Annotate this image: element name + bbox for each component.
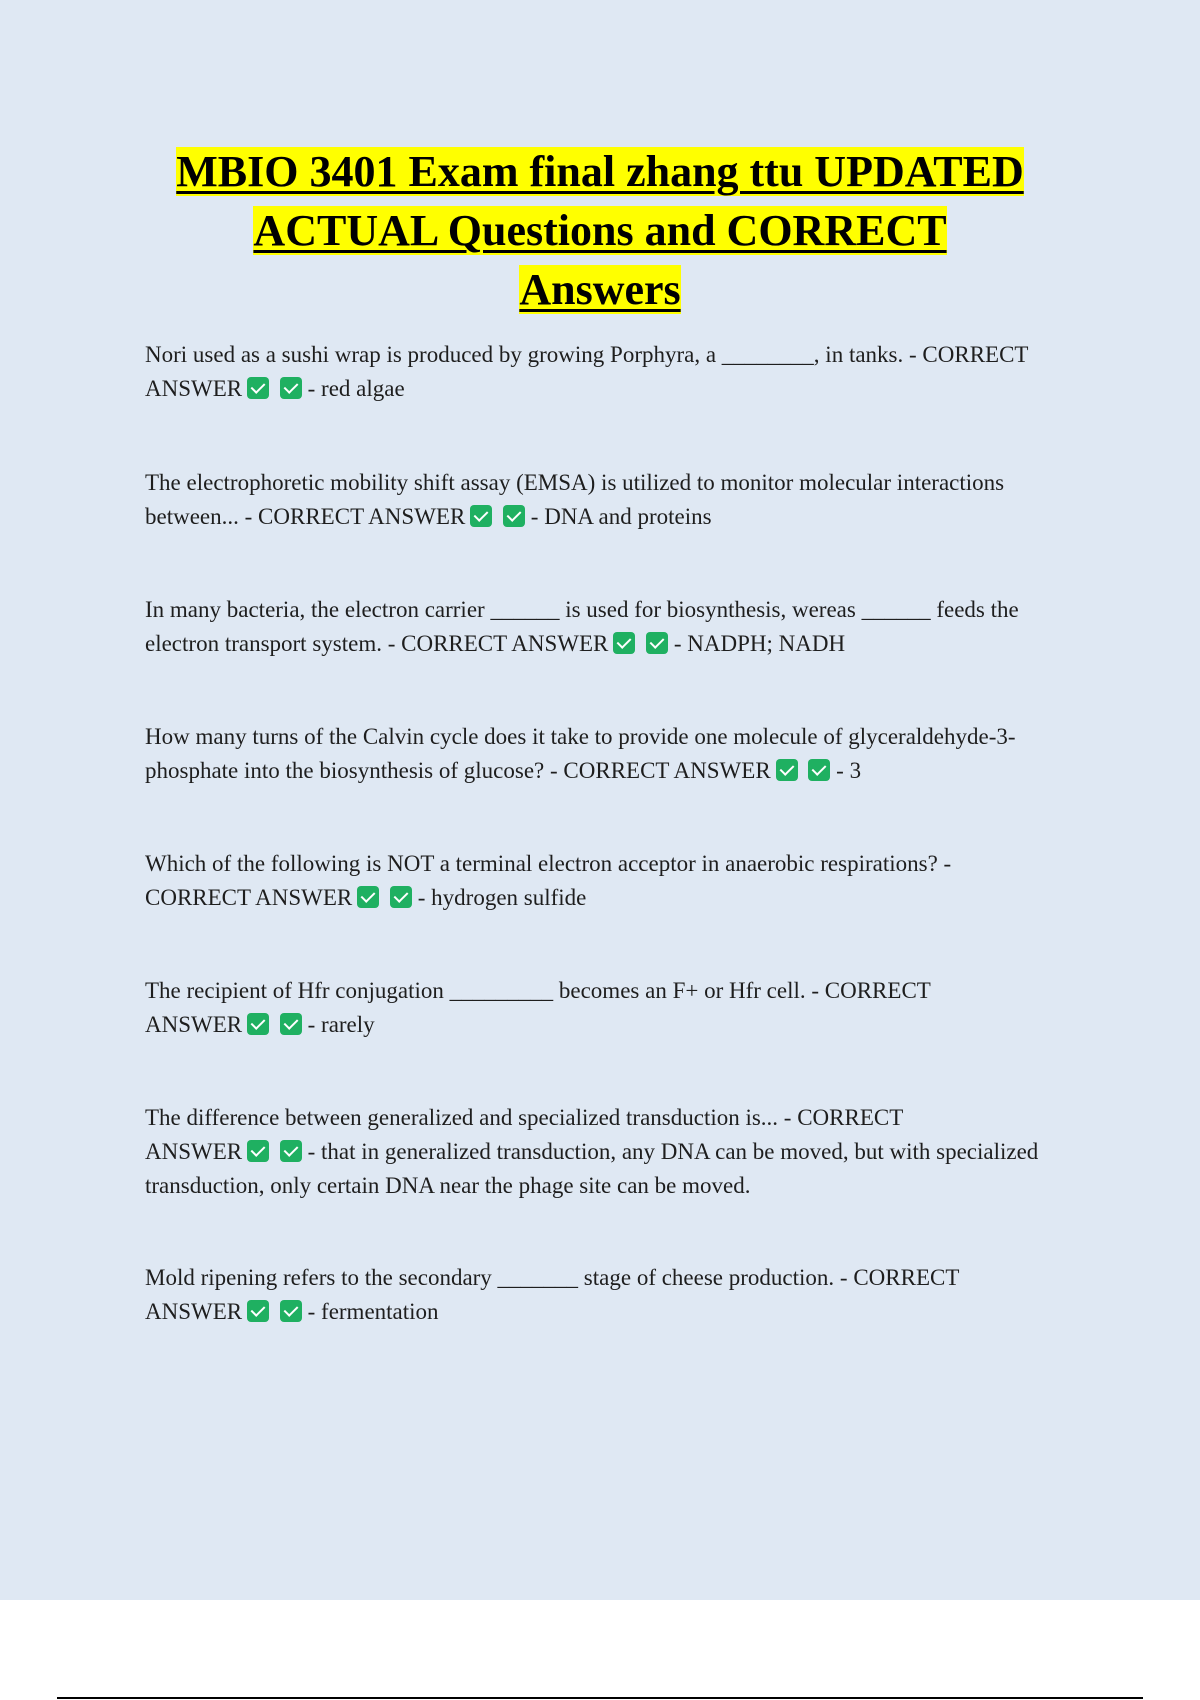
check-icon [280,1300,302,1322]
answer-label: ANSWER [145,1139,243,1164]
title-line-2: ACTUAL Questions and CORRECT [253,206,947,255]
qa-item-3 [145,593,1085,661]
answer-label: CORRECT ANSWER [258,504,466,529]
check-icon [808,759,830,781]
title-line-1: MBIO 3401 Exam final zhang ttu UPDATED [176,147,1024,196]
check-icon [247,1140,269,1162]
answer-label: ANSWER [145,1299,243,1324]
check-icon [357,886,379,908]
answer-text: - hydrogen sulfide [417,885,587,910]
question-text: Which of the following is NOT a terminal electron acceptor in anaerobic respirations? - [145,851,952,876]
answer-label: CORRECT ANSWER [563,758,771,783]
check-icon [247,1300,269,1322]
check-icon [613,632,635,654]
answer-label: ANSWER [145,1012,243,1037]
answer-text: - rarely [307,1012,375,1037]
answer-label: CORRECT ANSWER [401,631,609,656]
answer-label: CORRECT ANSWER [145,885,353,910]
answer-text: - that in generalized transduction, any DNA can be moved, but with specialized transduction, only certain DNA near the phage site can be moved. [145,1139,1039,1198]
answer-text: - fermentation [307,1299,439,1324]
answer-label: ANSWER [145,376,243,401]
footer-divider [57,1697,1143,1699]
answer-text: - red algae [307,376,405,401]
check-icon [280,1013,302,1035]
check-icon [503,505,525,527]
check-icon [247,377,269,399]
question-text: The recipient of Hfr conjugation _________ becomes an F+ or Hfr cell. - CORRECT [145,978,931,1003]
document-title [120,142,1080,319]
question-text: The difference between generalized and specialized transduction is... - CORRECT [145,1105,904,1130]
check-icon [390,886,412,908]
check-icon [280,377,302,399]
qa-item-1 [145,338,1085,406]
question-text: The electrophoretic mobility shift assay (EMSA) is utilized to monitor molecular interactions between... - [145,470,1005,529]
question-text: In many bacteria, the electron carrier ______ is used for biosynthesis, wereas ______ feeds the electron transport system. - [145,597,1019,656]
check-icon [646,632,668,654]
answer-text: - NADPH; NADH [673,631,846,656]
check-icon [470,505,492,527]
answer-text: - DNA and proteins [530,504,712,529]
qa-item-7 [145,1101,1085,1203]
check-icon [280,1140,302,1162]
answer-text: - 3 [836,758,862,783]
question-text: Mold ripening refers to the secondary _______ stage of cheese production. - CORRECT [145,1265,960,1290]
qa-item-2 [145,466,1085,534]
question-text: Nori used as a sushi wrap is produced by growing Porphyra, a ________, in tanks. - CORRECT [145,342,1029,367]
question-text: How many turns of the Calvin cycle does it take to provide one molecule of glyceraldehyde-3-phosphate into the biosynthesis of glucose? - [145,724,1016,783]
title-line-3: Answers [519,265,681,314]
qa-item-6 [145,974,1085,1042]
check-icon [776,759,798,781]
check-icon [247,1013,269,1035]
qa-item-4 [145,720,1085,788]
qa-item-8 [145,1261,1085,1329]
qa-item-5 [145,847,1085,915]
